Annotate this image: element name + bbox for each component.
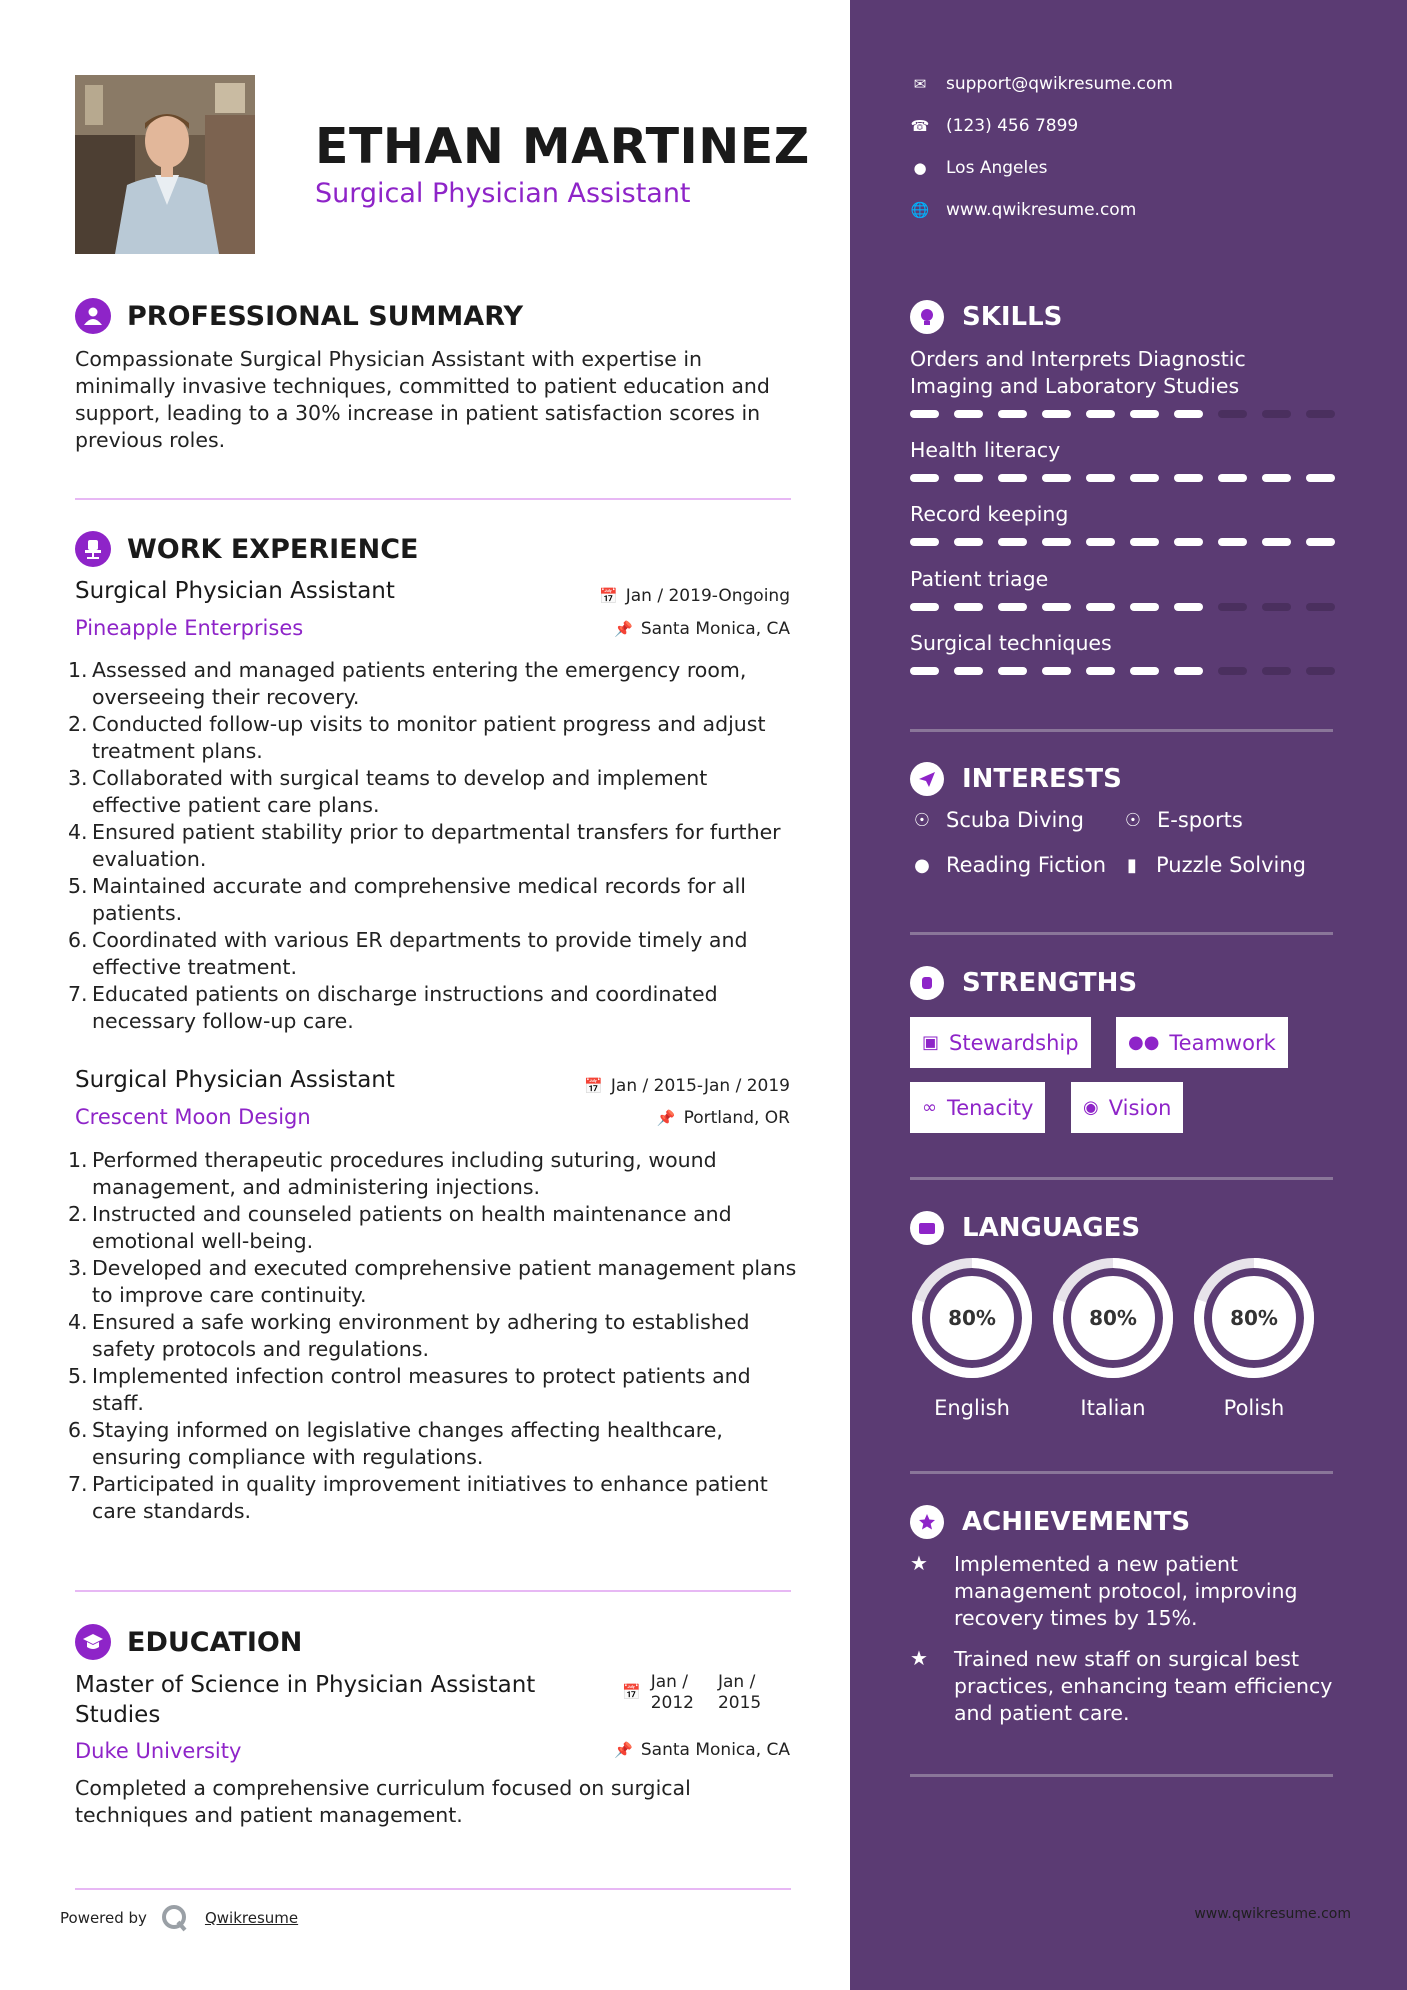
section-divider <box>910 729 1333 732</box>
strengths-heading <box>910 966 1137 1000</box>
skill-dot <box>998 538 1027 546</box>
list-item: 5. Implemented infection control measures to protect patients and staff. <box>68 1364 751 1415</box>
skill-dot <box>954 538 983 546</box>
calendar-icon: 📅 <box>599 587 618 605</box>
star-badge-icon <box>910 1505 944 1539</box>
language-ring <box>1192 1256 1316 1380</box>
pin-icon: 📌 <box>614 1741 633 1759</box>
language-name: Italian <box>1080 1396 1146 1420</box>
powered-by: Powered by Qwikresume <box>60 1904 298 1932</box>
education-start: Jan / 2012 <box>650 1672 694 1713</box>
profile-photo <box>75 75 255 254</box>
envelope-icon: ✉ <box>913 75 927 93</box>
job-date: 📅 Jan / 2015-Jan / 2019 <box>584 1076 790 1096</box>
language-item <box>910 1256 1034 1420</box>
skill-level <box>910 667 1350 675</box>
language-ring <box>1051 1256 1175 1380</box>
languages-title: LANGUAGES <box>962 1213 1141 1243</box>
experience-heading <box>75 531 418 567</box>
education-text: Completed a comprehensive curriculum focused on surgical techniques and patient management. <box>75 1776 691 1827</box>
calendar-icon: 📅 <box>584 1077 603 1095</box>
list-item: 2. Conducted follow-up visits to monitor patient progress and adjust treatment plans. <box>68 712 766 763</box>
skill-dot <box>1306 603 1335 611</box>
skill-dot <box>954 667 983 675</box>
skill-dot <box>1130 538 1159 546</box>
skill-dot <box>954 474 983 482</box>
lightbulb-icon <box>910 300 944 334</box>
strength-chip: ∞ Tenacity <box>910 1082 1045 1133</box>
candidate-name: ETHAN MARTINEZ <box>315 118 810 175</box>
skill-dot <box>1086 603 1115 611</box>
skill-dot <box>1042 667 1071 675</box>
skill-dot <box>1130 603 1159 611</box>
skill-name: Patient triage <box>910 567 1049 591</box>
skill-dot <box>1174 667 1203 675</box>
globe-icon: 🌐 <box>910 201 930 219</box>
strength-chip: ●● Teamwork <box>1116 1017 1288 1068</box>
section-divider <box>910 932 1333 935</box>
skill-dot <box>1262 538 1291 546</box>
skill-dot <box>1262 603 1291 611</box>
summary-heading <box>75 298 523 334</box>
strength-chip: ▣ Stewardship <box>910 1017 1091 1068</box>
users-icon: ●● <box>1128 1032 1160 1053</box>
summary-title: PROFESSIONAL SUMMARY <box>127 300 524 332</box>
skill-dot <box>1218 410 1247 418</box>
briefcase-icon: ▣ <box>922 1032 940 1053</box>
star-icon: ★ <box>910 1646 928 1670</box>
list-item: 4. Ensured a safe working environment by adhering to established safety protocols and regulations. <box>68 1310 750 1361</box>
skill-dot <box>998 474 1027 482</box>
map-marker-icon: ● <box>913 159 927 177</box>
language-percent: 80% <box>948 1306 996 1330</box>
language-name: English <box>934 1396 1010 1420</box>
skill-level <box>910 410 1350 418</box>
skill-name: Record keeping <box>910 502 1069 526</box>
list-item: 3. Collaborated with surgical teams to develop and implement effective patient care plans. <box>68 766 708 817</box>
skill-dot <box>1306 410 1335 418</box>
contact-phone: ☎ (123) 456 7899 <box>910 116 1079 136</box>
skill-dot <box>1262 474 1291 482</box>
degree-title: Master of Science in Physician Assistant Studies <box>75 1672 536 1728</box>
education-heading <box>75 1624 302 1660</box>
skill-dot <box>1086 538 1115 546</box>
skill-dot <box>1174 538 1203 546</box>
section-divider <box>910 1471 1333 1474</box>
list-item: 1. Assessed and managed patients entering the emergency room, overseeing their recovery. <box>68 658 747 709</box>
skill-dot <box>1042 474 1071 482</box>
contact-email: ✉ support@qwikresume.com <box>910 74 1173 94</box>
interests-heading <box>910 762 1122 796</box>
skill-dot <box>998 410 1027 418</box>
skill-level <box>910 538 1350 546</box>
pin-icon: 📌 <box>656 1109 676 1127</box>
office-chair-icon <box>75 531 111 567</box>
interest-item: ☉ Scuba Diving <box>910 808 1084 832</box>
job-responsibilities <box>68 1147 798 1525</box>
interests-title: INTERESTS <box>962 764 1122 794</box>
strengths-title: STRENGTHS <box>962 968 1138 998</box>
list-item: 3. Developed and executed comprehensive patient management plans to improve care continuity. <box>68 1256 797 1307</box>
education-dates <box>622 1672 761 1714</box>
list-item: 7. Educated patients on discharge instructions and coordinated necessary follow-up care. <box>68 982 718 1033</box>
skill-level <box>910 603 1350 611</box>
qwikresume-logo-icon <box>161 1904 189 1932</box>
skill-dot <box>954 603 983 611</box>
achievement-item: ★ Implemented a new patient management protocol, improving recovery times by 15%. <box>910 1551 1298 1630</box>
list-item: 4. Ensured patient stability prior to departmental transfers for further evaluation. <box>68 820 781 871</box>
skill-dot <box>1086 474 1115 482</box>
phone-icon: ☎ <box>910 117 930 135</box>
qwikresume-link[interactable]: Qwikresume <box>204 1909 299 1927</box>
skill-dot <box>1218 538 1247 546</box>
skill-dot <box>1086 667 1115 675</box>
skill-dot <box>1130 667 1159 675</box>
skill-dot <box>1174 603 1203 611</box>
footer-url: www.qwikresume.com <box>1194 1906 1351 1922</box>
skill-name: Surgical techniques <box>910 631 1112 655</box>
contact-website: 🌐 www.qwikresume.com <box>910 200 1137 220</box>
skill-dot <box>1174 410 1203 418</box>
lifebuoy-icon: ☉ <box>913 809 931 831</box>
skill-dot <box>1042 410 1071 418</box>
pin-icon: 📌 <box>614 620 633 638</box>
job-company: Pineapple Enterprises <box>75 616 304 640</box>
job-title: Surgical Physician Assistant <box>75 578 395 604</box>
skill-dot <box>1130 474 1159 482</box>
interest-item: ● Reading Fiction <box>910 853 1106 877</box>
summary-text: Compassionate Surgical Physician Assistant with expertise in minimally invasive techniques, committed to patient education and support, leading to a 30% increase in patient satisfaction scores in previous roles. <box>75 347 770 452</box>
skill-dot <box>910 538 939 546</box>
skill-dot <box>910 474 939 482</box>
skill-dot <box>1086 410 1115 418</box>
language-percent: 80% <box>1089 1306 1137 1330</box>
section-divider <box>910 1177 1333 1180</box>
skill-dot <box>1042 538 1071 546</box>
language-item <box>1051 1256 1175 1420</box>
skill-dot <box>1306 667 1335 675</box>
job-location: 📌 Santa Monica, CA <box>614 619 790 639</box>
user-icon <box>75 298 111 334</box>
education-location: 📌 Santa Monica, CA <box>614 1740 790 1760</box>
skill-level <box>910 474 1350 482</box>
section-divider <box>75 1888 791 1890</box>
skill-dot <box>1042 603 1071 611</box>
skill-dot <box>1306 538 1335 546</box>
skill-name: Health literacy <box>910 438 1061 462</box>
job-responsibilities <box>68 657 798 1035</box>
skill-dot <box>1130 410 1159 418</box>
section-divider <box>910 1774 1333 1777</box>
skill-dot <box>1218 603 1247 611</box>
list-item: 7. Participated in quality improvement initiatives to enhance patient care standards. <box>68 1472 768 1523</box>
language-item <box>1192 1256 1316 1420</box>
skill-dot <box>998 667 1027 675</box>
section-divider <box>75 1590 791 1592</box>
section-divider <box>75 498 791 500</box>
candidate-role: Surgical Physician Assistant <box>315 178 691 209</box>
binoculars-icon: ◉ <box>1083 1097 1099 1118</box>
skill-dot <box>910 410 939 418</box>
skill-dot <box>1262 667 1291 675</box>
right-column <box>850 0 1407 1990</box>
job-date: 📅 Jan / 2019-Ongoing <box>599 586 790 606</box>
education-title: EDUCATION <box>127 1626 303 1658</box>
paper-plane-icon <box>910 762 944 796</box>
language-percent: 80% <box>1230 1306 1278 1330</box>
job-location: 📌 Portland, OR <box>656 1108 790 1128</box>
skill-dot <box>998 603 1027 611</box>
achievements-heading <box>910 1505 1190 1539</box>
skill-dot <box>954 410 983 418</box>
skill-dot <box>1174 474 1203 482</box>
achievements-title: ACHIEVEMENTS <box>962 1507 1191 1537</box>
skill-dot <box>1218 474 1247 482</box>
language-name: Polish <box>1223 1396 1285 1420</box>
graduation-icon <box>75 1624 111 1660</box>
skill-dot <box>1262 410 1291 418</box>
strength-chip: ◉ Vision <box>1071 1082 1183 1133</box>
book-icon: ▮ <box>1127 854 1137 876</box>
skill-dot <box>1306 474 1335 482</box>
contact-location: ● Los Angeles <box>910 158 1048 178</box>
list-item: 1. Performed therapeutic procedures including suturing, wound management, and administering injections. <box>68 1148 717 1199</box>
fist-icon <box>910 966 944 1000</box>
calendar-icon: 📅 <box>622 1683 641 1701</box>
skill-dot <box>1218 667 1247 675</box>
skill-dot <box>910 603 939 611</box>
experience-title: WORK EXPERIENCE <box>127 533 419 565</box>
interest-item: ▮ Puzzle Solving <box>1120 853 1306 877</box>
school-name: Duke University <box>75 1739 242 1763</box>
list-item: 6. Coordinated with various ER departments to provide timely and effective treatment. <box>68 928 748 979</box>
interest-item: ☉ E-sports <box>1121 808 1243 832</box>
skill-dot <box>910 667 939 675</box>
star-icon: ★ <box>910 1551 928 1575</box>
achievement-item: ★ Trained new staff on surgical best practices, enhancing team efficiency and patient care. <box>910 1646 1333 1725</box>
skill-name: Orders and Interprets Diagnostic Imaging and Laboratory Studies <box>910 347 1246 398</box>
job-company: Crescent Moon Design <box>75 1105 311 1129</box>
list-item: 5. Maintained accurate and comprehensive medical records for all patients. <box>68 874 746 925</box>
language-card-icon <box>910 1211 944 1245</box>
skills-title: SKILLS <box>962 302 1063 332</box>
lifebuoy-icon: ☉ <box>1124 809 1142 831</box>
list-item: 6. Staying informed on legislative changes affecting healthcare, ensuring compliance with regulations. <box>68 1418 723 1469</box>
job-title: Surgical Physician Assistant <box>75 1067 395 1093</box>
languages-heading <box>910 1211 1140 1245</box>
list-item: 2. Instructed and counseled patients on health maintenance and emotional well-being. <box>68 1202 732 1253</box>
education-end: Jan / 2015 <box>717 1672 762 1713</box>
gamepad-icon: ● <box>914 854 930 876</box>
language-ring <box>910 1256 1034 1380</box>
skills-heading <box>910 300 1062 334</box>
link-icon: ∞ <box>922 1097 937 1118</box>
